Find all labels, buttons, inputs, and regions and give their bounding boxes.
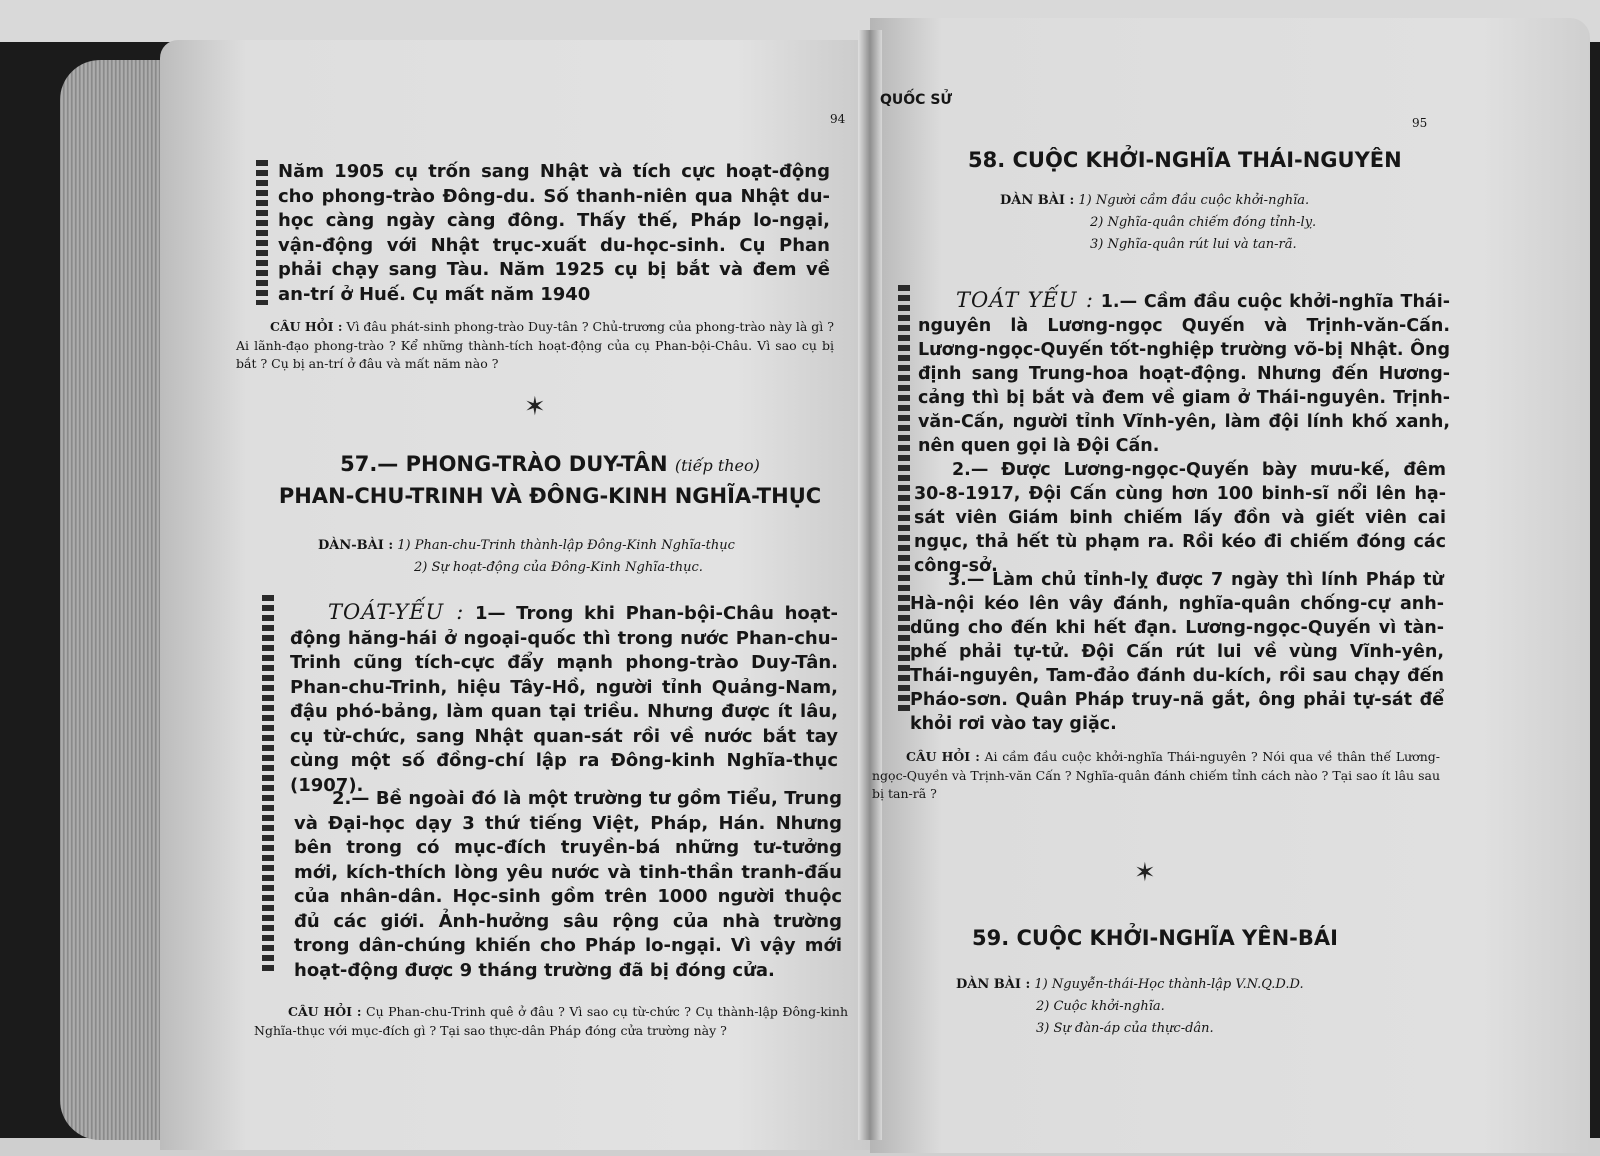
right-outline-59 (956, 974, 1396, 1040)
right-question (872, 748, 1440, 804)
left-question-2 (254, 1003, 848, 1040)
question-label: CÂU HỎI : (288, 1004, 362, 1019)
left-top-paragraph: Năm 1905 cụ trốn sang Nhật và tích cực hoạt-động cho phong-trào Đông-du. Số thanh-niên qua Nhật du-học càng ngày càng đông. Thấy thế, Pháp lo-ngại, vận-động với Nhật trục-xuất du-học-sinh. Cụ Phan phải chạy sang Tàu. Năm 1925 cụ bị bắt và đem về an-trí ở Huế. Cụ mất năm 1940 (278, 161, 830, 305)
outline-item: 2) Sự hoạt-động của Đông-Kinh Nghĩa-thục. (414, 560, 703, 575)
outline-item: 3) Sự đàn-áp của thực-dân. (1036, 1021, 1214, 1036)
book-gutter (858, 30, 882, 1140)
question-text: Cụ Phan-chu-Trinh quê ở đâu ? Vì sao cụ từ-chức ? Cụ thành-lập Đông-kinh Nghĩa-thục với mục-đích gì ? Tại sao thực-dân Pháp đóng cửa trường này ? (254, 1004, 848, 1038)
lesson-57-subtitle: PHAN-CHU-TRINH VÀ ĐÔNG-KINH NGHĨA-THỤC (278, 484, 822, 508)
outline-item: 1) Phan-chu-Trinh thành-lập Đông-Kinh Nghĩa-thục (397, 538, 735, 553)
outline-label: DÀN BÀI : (956, 977, 1031, 992)
outline-label: DÀN-BÀI : (318, 538, 394, 553)
left-question-1 (236, 318, 834, 374)
outline-item: 2) Nghĩa-quân chiếm đóng tỉnh-lỵ. (1090, 215, 1317, 230)
left-summary-para-2 (294, 787, 842, 983)
lesson-57-cont: (tiếp theo) (674, 456, 760, 475)
right-outline (1000, 190, 1400, 256)
running-head: QUỐC SỬ (880, 92, 953, 108)
summary-label: TOÁT-YẾU : (328, 600, 465, 624)
star-icon: ✶ (1134, 858, 1156, 888)
outline-item: 3) Nghĩa-quân rút lui và tan-rã. (1090, 237, 1297, 252)
right-summary-para-2 (914, 458, 1446, 578)
lesson-57-title (270, 452, 830, 476)
right-summary-para-1 (918, 288, 1450, 458)
left-summary-para-1 (290, 600, 838, 798)
para-text: 1.— Cầm đầu cuộc khởi-nghĩa Thái-nguyên là Lương-ngọc Quyến và Trịnh-văn-Cấn. Lương-ngọc-Quyến tốt-nghiệp trường võ-bị Nhật. Ông định sang Trung-hoa hoạt-động. Nhưng đến Hương-cảng thì bị bắt và đem về giam ở Thái-nguyên. Trịnh-văn-Cấn, người tỉnh Vĩnh-yên, làm đội lính khố xanh, nên quen gọi là Đội Cấn. (918, 292, 1451, 456)
right-page-number: 95 (1412, 116, 1428, 130)
margin-ornament (898, 285, 910, 715)
star-icon: ✶ (524, 392, 546, 422)
outline-label: DÀN BÀI : (1000, 193, 1075, 208)
outline-item: 2) Cuộc khởi-nghĩa. (1036, 999, 1165, 1014)
outline-item: 1) Nguyễn-thái-Học thành-lập V.N.Q.D.D. (1034, 977, 1304, 992)
question-label: CÂU HỎI : (906, 749, 980, 764)
para-text: 3.— Làm chủ tỉnh-lỵ được 7 ngày thì lính Pháp từ Hà-nội kéo lên vây đánh, nghĩa-quân chống-cự anh-dũng cho đến khi hết đạn. Lương-ngọc-Quyến vì tàn-phế phải tự-tử. Đội Cấn rút lui về vùng Vĩnh-yên, Thái-nguyên, Tam-đảo đánh du-kích, rồi sau chạy đến Pháo-sơn. Quân Pháp truy-nã gắt, ông phải tự-sát để khỏi rơi vào tay giặc. (910, 570, 1444, 734)
summary-label: TOÁT YẾU : (956, 288, 1094, 312)
left-page-number: 94 (830, 112, 846, 126)
left-outline (318, 535, 838, 579)
lesson-58-title: 58. CUỘC KHỞI-NGHĨA THÁI-NGUYÊN (968, 148, 1402, 172)
question-text: Vì đâu phát-sinh phong-trào Duy-tân ? Chủ-trương của phong-trào này là gì ? Ai lãnh-đạo phong-trào ? Kể những thành-tích hoạt-động của cụ Phan-bội-Châu. Vì sao cụ bị bắt ? Cụ bị an-trí ở đâu và mất năm nào ? (236, 319, 834, 371)
lesson-57-title-text: 57.— PHONG-TRÀO DUY-TÂN (340, 452, 668, 476)
outline-item: 1) Người cầm đầu cuộc khởi-nghĩa. (1078, 193, 1310, 208)
margin-ornament (262, 595, 274, 975)
para-text: 1— Trong khi Phan-bội-Châu hoạt-động hăng-hái ở ngoại-quốc thì trong nước Phan-chu-Trinh cũng tích-cực đẩy mạnh phong-trào Duy-Tân. Phan-chu-Trinh, hiệu Tây-Hồ, người tỉnh Quảng-Nam, đậu phó-bảng, làm quan tại triều. Nhưng được ít lâu, cụ từ-chức, sang Nhật quan-sát rồi về nước bắt tay cùng một số đồng-chí lập ra Đông-kinh Nghĩa-thục (1907). (290, 603, 838, 796)
margin-ornament (256, 160, 268, 305)
para-text: 2.— Được Lương-ngọc-Quyến bày mưu-kế, đêm 30-8-1917, Đội Cấn cùng hơn 100 binh-sĩ nổi lên hạ-sát viên Giám binh chiếm lấy đồn và giết viên cai ngục, thả hết tù phạm ra. Rồi kéo đi chiếm đóng các công-sở. (914, 460, 1446, 576)
right-summary-para-3 (910, 568, 1444, 736)
lesson-59-title: 59. CUỘC KHỞI-NGHĨA YÊN-BÁI (972, 926, 1338, 950)
question-label: CÂU HỎI : (270, 319, 343, 334)
para-text: 2.— Bề ngoài đó là một trường tư gồm Tiểu, Trung và Đại-học dạy 3 thứ tiếng Việt, Pháp, Hán. Nhưng bên trong có mục-đích truyền-bá những tư-tưởng mới, kích-thích lòng yêu nước và tinh-thần tranh-đấu của nhân-dân. Học-sinh gồm trên 1000 người thuộc đủ các giới. Ảnh-hưởng sâu rộng của nhà trường trong dân-chúng khiến cho Pháp lo-ngại. Vì vậy mới hoạt-động được 9 tháng trường đã bị đóng cửa. (294, 788, 842, 981)
question-text: Ai cầm đầu cuộc khởi-nghĩa Thái-nguyên ? Nói qua về thân thế Lương-ngọc-Quyền và Trịnh-văn Cấn ? Nghĩa-quân đánh chiếm tỉnh cách nào ? Tại sao ít lâu sau bị tan-rã ? (872, 749, 1440, 801)
